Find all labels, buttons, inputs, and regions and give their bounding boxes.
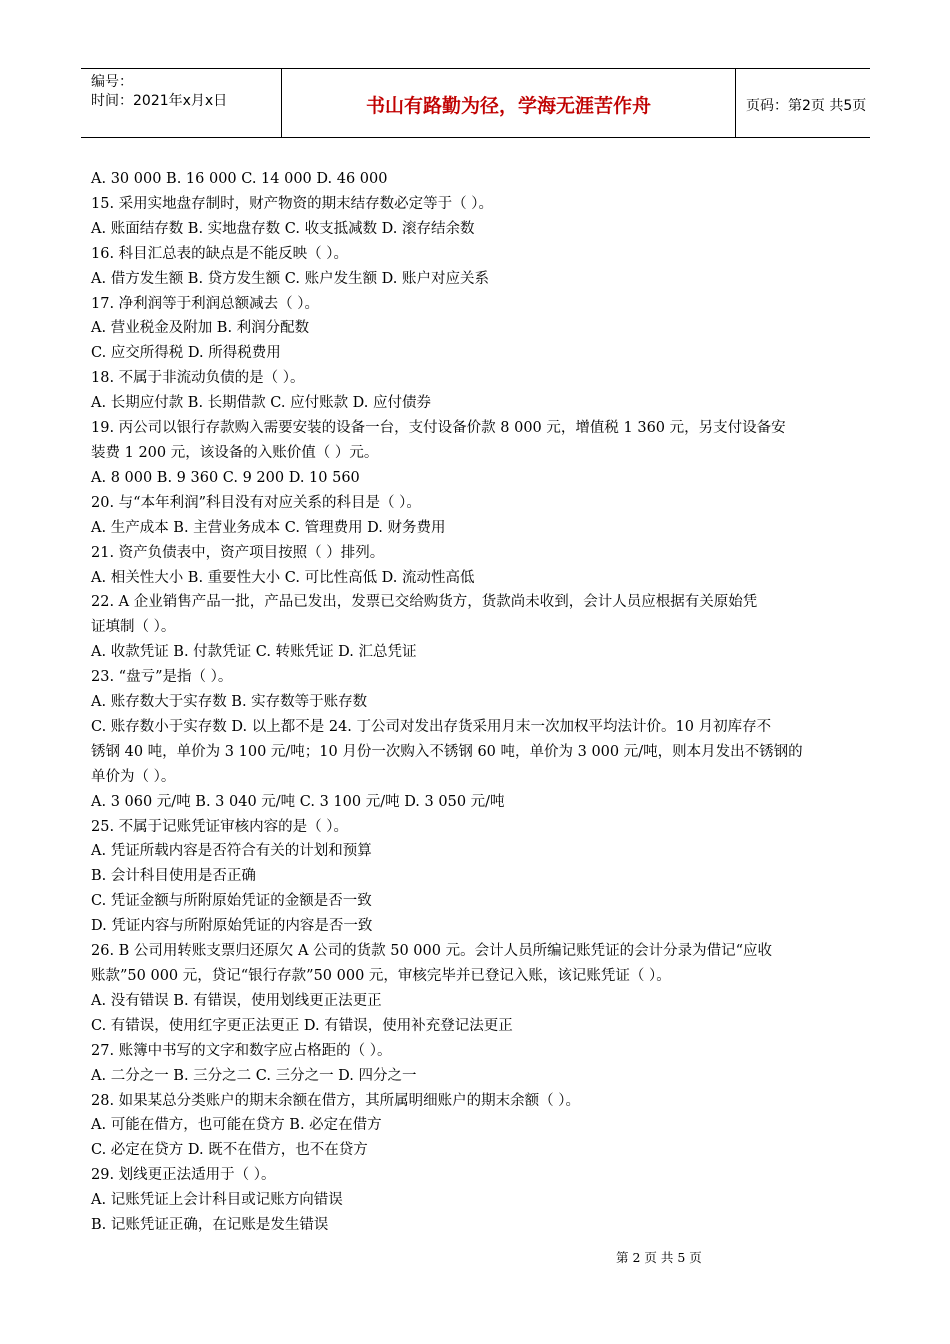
text-line: A. 3 060 元/吨 B. 3 040 元/吨 C. 3 100 元/吨 D. 3 050 元/吨 bbox=[91, 793, 505, 810]
document-body bbox=[91, 167, 871, 1238]
text-line: 装费 1 200 元，该设备的入账价值（ ）元。 bbox=[91, 444, 379, 461]
text-line: C. 凭证金额与所附原始凭证的金额是否一致 bbox=[91, 893, 372, 910]
text-line: 29. 划线更正法适用于（ ）。 bbox=[91, 1167, 276, 1184]
text-line: 19. 丙公司以银行存款购入需要安装的设备一台，支付设备价款 8 000 元，增值税 1 360 元，另支付设备安 bbox=[91, 420, 786, 437]
text-line: A. 营业税金及附加 B. 利润分配数 bbox=[91, 320, 310, 337]
text-line: 25. 不属于记账凭证审核内容的是（ ）。 bbox=[91, 818, 349, 835]
text-line: 账款”50 000 元，贷记“银行存款”50 000 元，审核完毕并已登记入账，该记账凭证（ ）。 bbox=[91, 968, 671, 984]
text-line: A. 8 000 B. 9 360 C. 9 200 D. 10 560 bbox=[91, 469, 360, 486]
text-line: 23. “盘亏”是指（ ）。 bbox=[91, 669, 233, 686]
text-line: 锈钢 40 吨，单价为 3 100 元/吨；10 月份一次购入不锈钢 60 吨，单价为 3 000 元/吨，则本月发出不锈钢的 bbox=[91, 743, 803, 760]
text-line: A. 账存数大于实存数 B. 实存数等于账存数 bbox=[91, 694, 368, 711]
text-line: A. 可能在借方，也可能在贷方 B. 必定在借方 bbox=[91, 1117, 382, 1134]
text-line: A. 借方发生额 B. 贷方发生额 C. 账户发生额 D. 账户对应关系 bbox=[91, 270, 490, 287]
text-line: 27. 账簿中书写的文字和数字应占格距的（ ）。 bbox=[91, 1042, 392, 1059]
text-line: B. 会计科目使用是否正确 bbox=[91, 868, 256, 885]
header-left-cell bbox=[81, 69, 282, 137]
text-line: A. 账面结存数 B. 实地盘存数 C. 收支抵减数 D. 滚存结余数 bbox=[91, 220, 475, 237]
text-line: C. 应交所得税 D. 所得税费用 bbox=[91, 345, 281, 362]
text-line: 16. 科目汇总表的缺点是不能反映（ ）。 bbox=[91, 245, 349, 262]
header-right-cell bbox=[736, 69, 870, 137]
text-line: 26. B 公司用转账支票归还原欠 A 公司的货款 50 000 元。会计人员所编记账凭证的会计分录为借记“应收 bbox=[91, 943, 772, 960]
text-line: 20. 与“本年利润”科目没有对应关系的科目是（ ）。 bbox=[91, 494, 421, 511]
header-motto: 书山有路勤为径，学海无涯苦作舟 bbox=[365, 95, 651, 117]
text-line: A. 没有错误 B. 有错误，使用划线更正法更正 bbox=[91, 992, 382, 1009]
text-line: C. 账存数小于实存数 D. 以上都不是 24. 丁公司对发出存货采用月末一次加权平均法计价。10 月初库存不 bbox=[91, 718, 772, 735]
text-line: A. 长期应付款 B. 长期借款 C. 应付账款 D. 应付债券 bbox=[91, 395, 432, 412]
text-line: A. 30 000 B. 16 000 C. 14 000 D. 46 000 bbox=[91, 171, 388, 187]
text-line: C. 有错误，使用红字更正法更正 D. 有错误，使用补充登记法更正 bbox=[91, 1017, 513, 1034]
text-line: A. 相关性大小 B. 重要性大小 C. 可比性高低 D. 流动性高低 bbox=[91, 569, 475, 586]
text-line: C. 必定在贷方 D. 既不在借方，也不在贷方 bbox=[91, 1142, 368, 1159]
page-footer: 第 2 页 共 5 页 bbox=[616, 1250, 702, 1265]
text-line: 证填制（ ）。 bbox=[91, 619, 176, 636]
text-line: 22. A 企业销售产品一批，产品已发出，发票已交给购货方，货款尚未收到，会计人员应根据有关原始凭 bbox=[91, 594, 758, 611]
serial-label: 编号： bbox=[91, 74, 133, 90]
text-line: 28. 如果某总分类账户的期末余额在借方，其所属明细账户的期末余额（ ）。 bbox=[91, 1092, 581, 1109]
text-line: 17. 净利润等于利润总额减去（ ）。 bbox=[91, 295, 320, 312]
page-header bbox=[81, 68, 870, 138]
header-middle-cell bbox=[282, 69, 736, 137]
text-line: A. 生产成本 B. 主营业务成本 C. 管理费用 D. 财务费用 bbox=[91, 519, 446, 536]
text-line: A. 二分之一 B. 三分之二 C. 三分之一 D. 四分之一 bbox=[91, 1067, 417, 1084]
text-line: 21. 资产负债表中，资产项目按照（ ）排列。 bbox=[91, 544, 385, 561]
text-line: 15. 采用实地盘存制时，财产物资的期末结存数必定等于（ ）。 bbox=[91, 195, 494, 212]
text-line: B. 记账凭证正确，在记账是发生错误 bbox=[91, 1217, 329, 1234]
text-line: 18. 不属于非流动负债的是（ ）。 bbox=[91, 370, 305, 387]
date-label: 时间：2021年x月x日 bbox=[91, 93, 228, 109]
text-line: 单价为（ ）。 bbox=[91, 768, 176, 785]
page-code: 页码：第2页 共5页 bbox=[746, 98, 867, 114]
text-line: A. 凭证所载内容是否符合有关的计划和预算 bbox=[91, 843, 372, 860]
text-line: A. 收款凭证 B. 付款凭证 C. 转账凭证 D. 汇总凭证 bbox=[91, 644, 417, 661]
text-line: A. 记账凭证上会计科目或记账方向错误 bbox=[91, 1192, 343, 1209]
text-line: D. 凭证内容与所附原始凭证的内容是否一致 bbox=[91, 918, 373, 935]
